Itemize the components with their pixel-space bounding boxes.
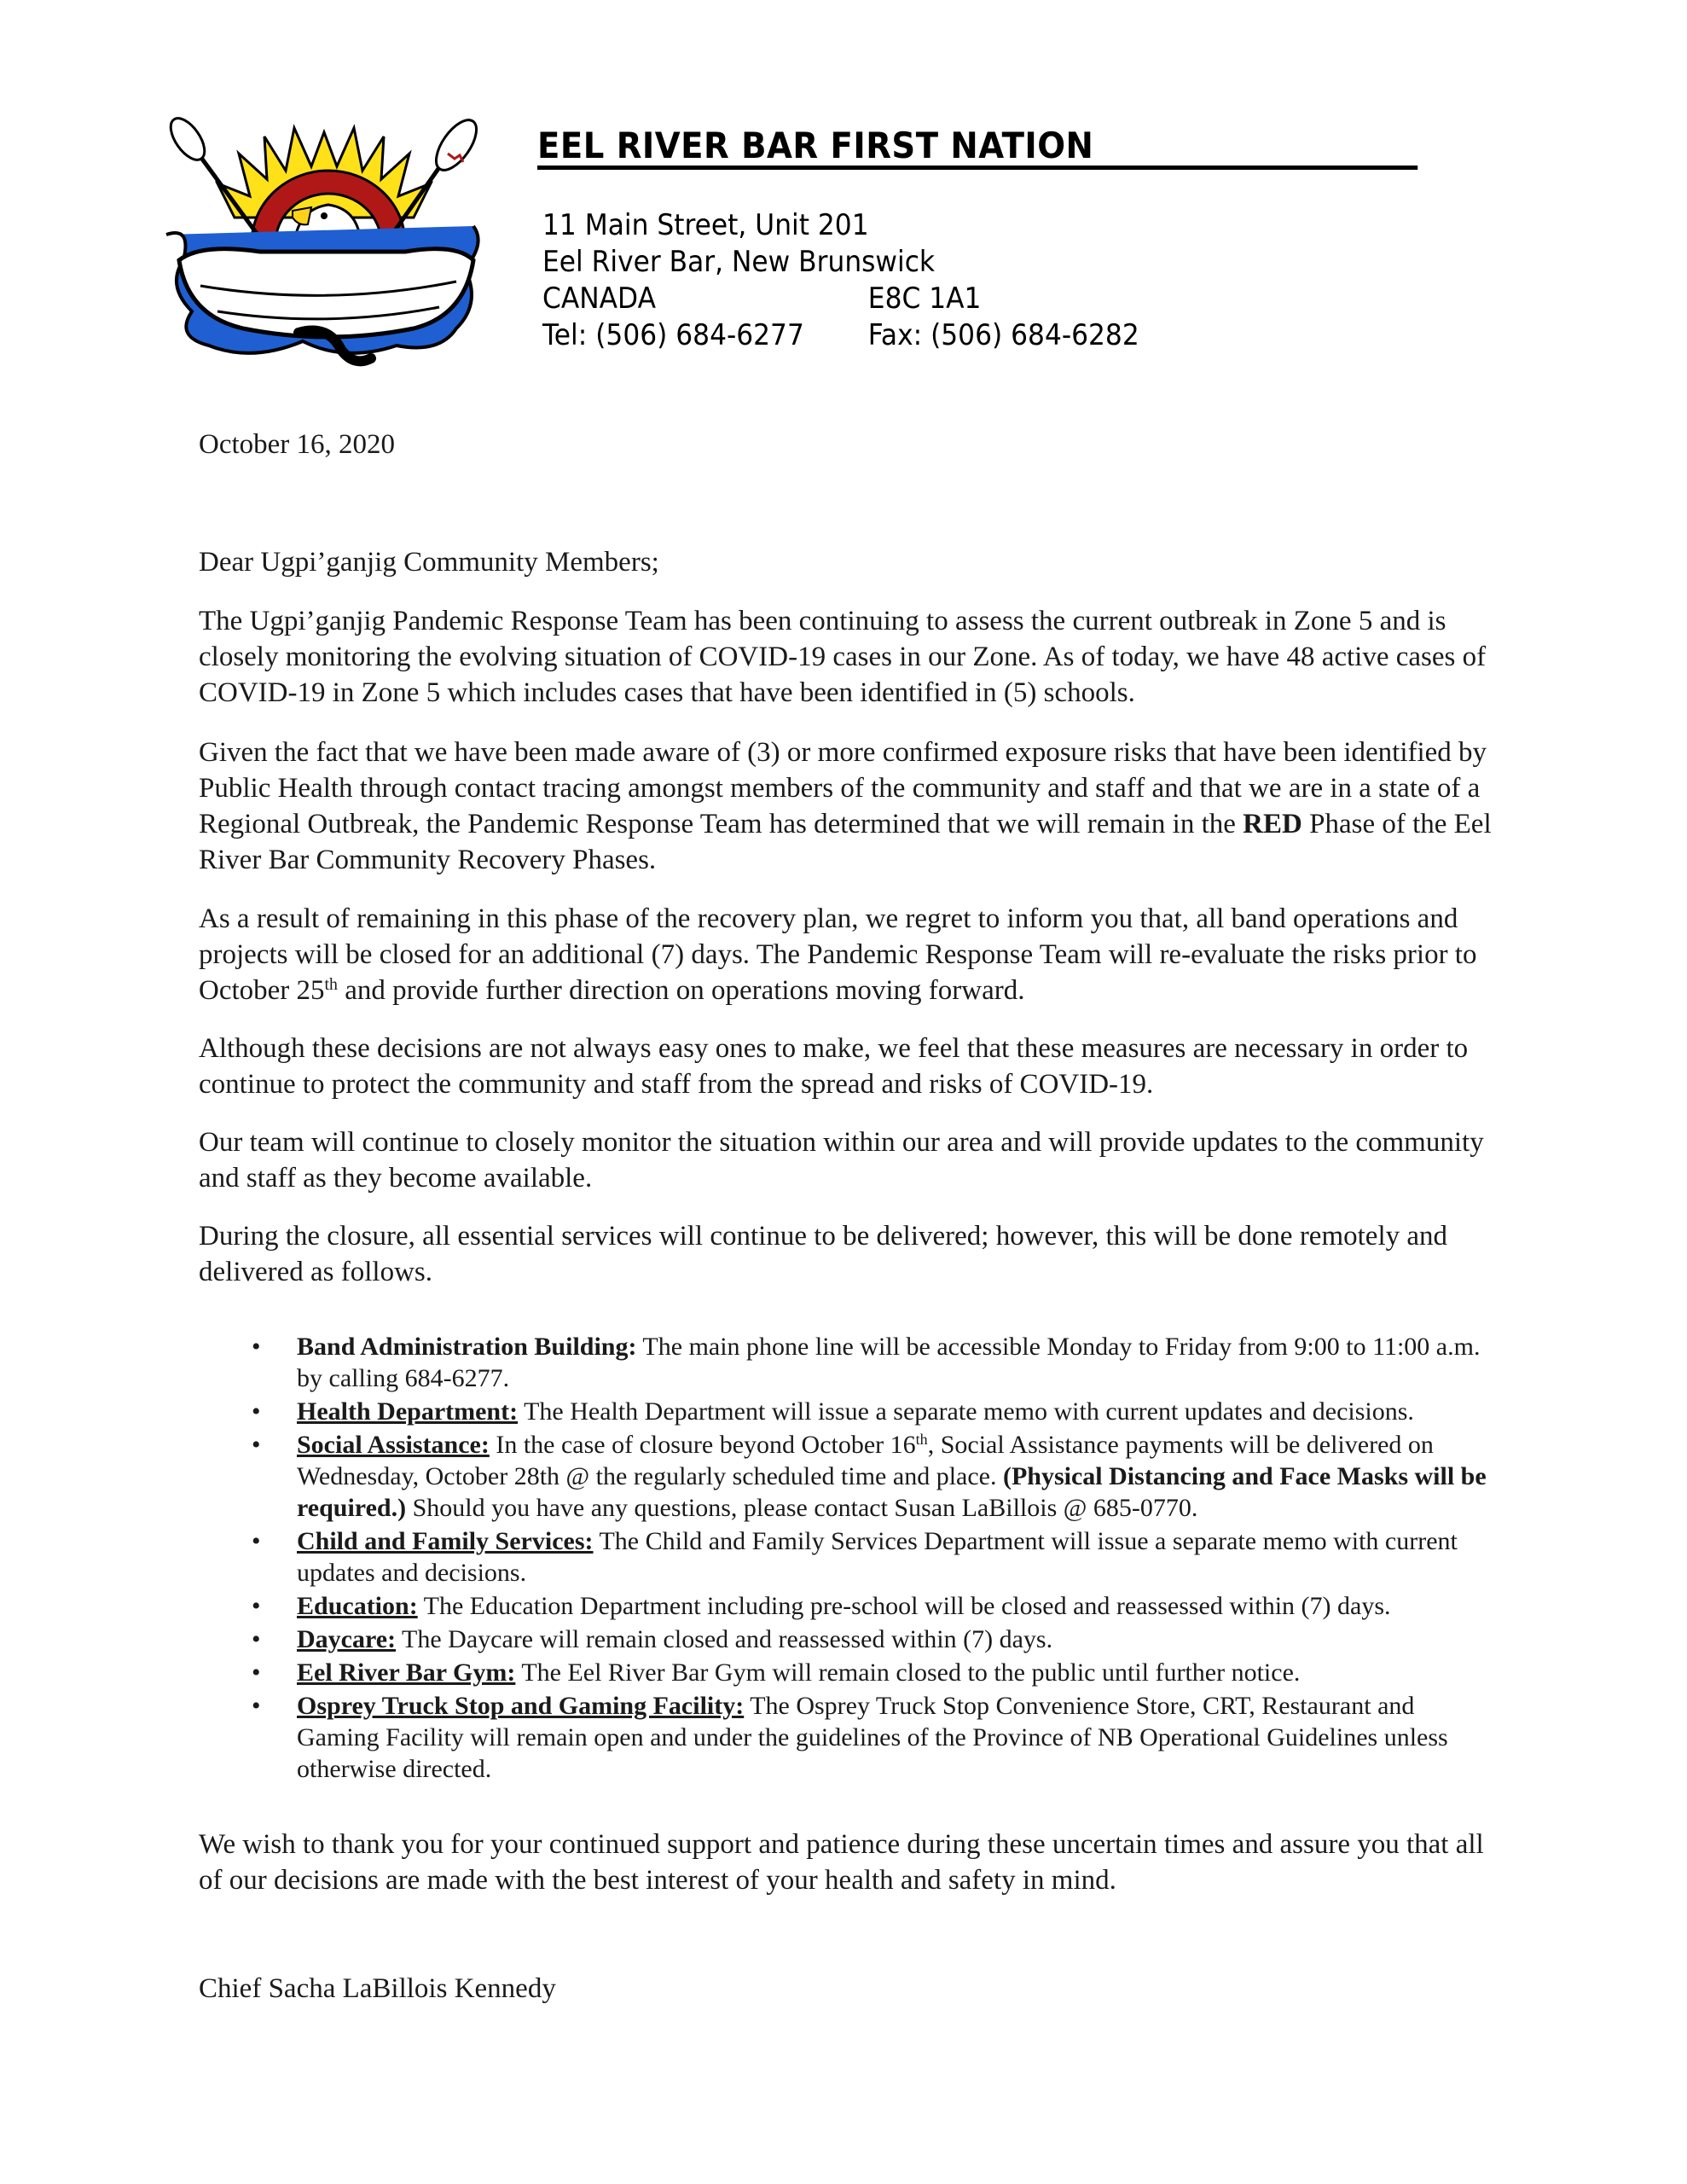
paragraph-decisions: Although these decisions are not always easy ones to make, we feel that these measures are necessary in order to continue to protect the community and staff from the spread and risks of COVID-19. [199, 1033, 1469, 1100]
ordinal-suffix: th [915, 1431, 928, 1449]
list-item [199, 1396, 1495, 1427]
paragraph-monitoring: Our team will continue to closely monitor the situation within our area and will provide updates to the community and staff as they become available. [199, 1127, 1484, 1194]
bullet-icon: • [252, 1431, 261, 1459]
paragraph-text: Given the fact that we have been made aware of (3) or more confirmed exposure risks that have been identified by Public Health through contact tracing amongst members of the community and staff and that we are in a state of a Regional Outbreak, the Pandemic Response Team has determined that we will remain in the [199, 737, 1487, 839]
requirement-notice: (Physical Distancing and Face Masks will be required.) [297, 1462, 1487, 1522]
bullet-icon: • [252, 1592, 261, 1620]
fax: Fax: (506) 684-6282 [867, 318, 1139, 352]
service-heading: Child and Family Services: [297, 1527, 594, 1555]
service-text: The Child and Family Services Department will issue a separate memo with current updates and decisions. [297, 1527, 1458, 1587]
service-text: The Health Department will issue a separate memo with current updates and decisions. [518, 1397, 1414, 1426]
service-heading: Osprey Truck Stop and Gaming Facility: [297, 1692, 745, 1720]
paragraph-closing: We wish to thank you for your continued support and patience during these uncertain times and assure you that all of our decisions are made with the best interest of your health and safety in mind. [199, 1829, 1484, 1896]
service-heading: Education: [297, 1592, 418, 1620]
bullet-icon: • [252, 1692, 261, 1720]
service-text: The Education Department including pre-school will be closed and reassessed within (7) days. [417, 1592, 1391, 1620]
service-text: The Osprey Truck Stop Convenience Store, CRT, Restaurant and Gaming Facility will remain open and under the guidelines of the Province of NB Operational Guidelines unless otherwise directed. [297, 1692, 1448, 1783]
letterhead-address [542, 207, 1139, 354]
telephone: Tel: (506) 684-6277 [542, 318, 804, 352]
red-phase-label: RED [1243, 809, 1302, 839]
bullet-icon: • [252, 1397, 261, 1426]
service-text: The main phone line will be accessible Monday to Friday from 9:00 to 11:00 a.m. by calling 684-6277. [297, 1333, 1481, 1392]
service-heading: Daycare: [297, 1625, 397, 1653]
list-item [199, 1429, 1495, 1524]
paragraph-text: As a result of remaining in this phase of the recovery plan, we regret to inform you that, all band operations and projects will be closed for an additional (7) days. The Pandemic Response Team will re-evaluate the risks prior to October 25 [199, 903, 1477, 1006]
list-item [199, 1331, 1495, 1394]
service-heading: Health Department: [297, 1397, 519, 1426]
paragraph-text: Phase of the Eel River Bar Community Recovery Phases. [199, 809, 1492, 875]
list-item [199, 1623, 1495, 1655]
postal-code: E8C 1A1 [867, 282, 982, 316]
bullet-icon: • [252, 1625, 261, 1653]
eel-river-bar-emblem-icon [158, 115, 490, 371]
service-text: In the case of closure beyond October 16 [489, 1431, 916, 1459]
bullet-icon: • [252, 1333, 261, 1361]
service-text: The Eel River Bar Gym will remain closed to the public until further notice. [515, 1658, 1301, 1687]
ordinal-suffix: th [324, 975, 338, 995]
country-postal-row [542, 281, 982, 317]
service-text: Should you have any questions, please contact Susan LaBillois @ 685-0770. [406, 1494, 1198, 1522]
bullet-icon: • [252, 1658, 261, 1687]
paragraph-red-phase [199, 735, 1495, 878]
letter-date: October 16, 2020 [199, 429, 396, 460]
salutation: Dear Ugpi’ganjig Community Members; [199, 547, 659, 578]
address-line-1: 11 Main Street, Unit 201 [542, 208, 869, 242]
paragraph-text: and provide further direction on operations moving forward. [337, 975, 1025, 1006]
service-text: The Daycare will remain closed and reassessed within (7) days. [396, 1625, 1053, 1653]
paragraph-outbreak-status: The Ugpi’ganjig Pandemic Response Team has been continuing to assess the current outbreak in Zone 5 and is closely monitoring the evolving situation of COVID-19 cases in our Zone. As of today, we have 48 active cases of COVID-19 in Zone 5 which includes cases that have been identified in (5) schools. [199, 606, 1487, 708]
services-list [199, 1331, 1495, 1786]
paragraph-essential-services: During the closure, all essential services will continue to be delivered; however, this will be done remotely and delivered as follows. [199, 1221, 1448, 1287]
organization-name: EEL RIVER BAR FIRST NATION [537, 128, 1417, 170]
list-item [199, 1657, 1495, 1688]
signature: Chief Sacha LaBillois Kennedy [199, 1973, 556, 2004]
service-heading: Band Administration Building: [297, 1333, 637, 1361]
list-item [199, 1525, 1495, 1589]
service-text: , Social Assistance payments will be delivered on Wednesday, October 28th @ the regularly scheduled time and place. [297, 1431, 1434, 1490]
phone-fax-row [542, 317, 1139, 354]
country: CANADA [542, 282, 656, 316]
list-item [199, 1590, 1495, 1622]
service-heading: Social Assistance: [297, 1431, 490, 1459]
service-heading: Eel River Bar Gym: [297, 1658, 516, 1687]
bullet-icon: • [252, 1527, 261, 1555]
list-item [199, 1690, 1495, 1785]
address-line-2: Eel River Bar, New Brunswick [542, 245, 936, 279]
paragraph-closure [199, 901, 1495, 1008]
